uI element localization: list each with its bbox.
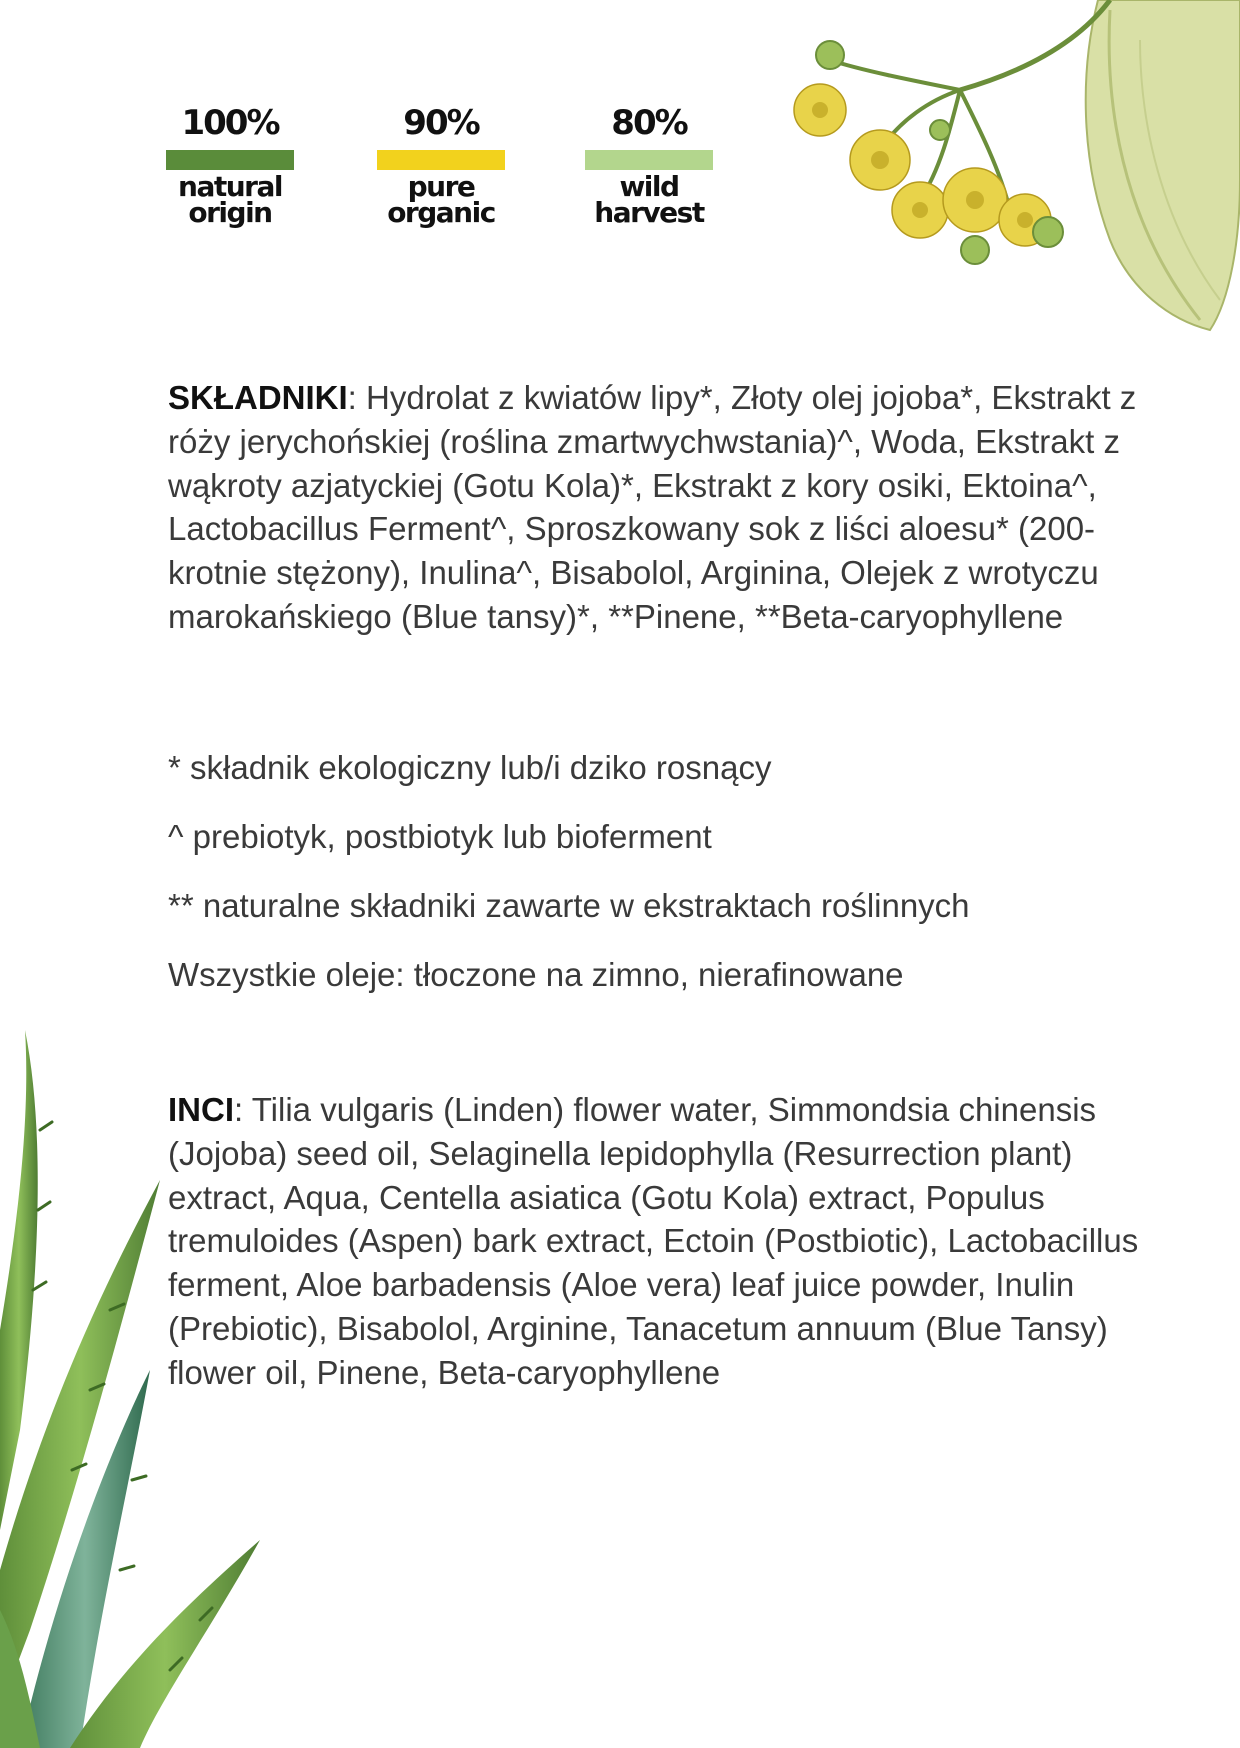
inci-heading: INCI [168,1091,234,1128]
note-natural-components: ** naturalne składniki zawarte w ekstraktach roślinnych [168,887,970,924]
ingredients-section [168,376,1168,639]
badge-label-line1: pure [407,170,475,203]
ingredients-paragraph [168,376,1168,639]
badge-color-bar [585,150,713,170]
badge-wild-harvest [585,103,713,229]
badge-label-line2: origin [188,196,272,229]
note-ecological: * składnik ekologiczny lub/i dziko rosnący [168,749,772,786]
ingredients-heading: SKŁADNIKI [168,379,348,416]
badge-label-line2: organic [387,196,495,229]
badge-color-bar [166,150,294,170]
badge-label [377,170,505,229]
badge-color-bar [377,150,505,170]
inci-section [168,1088,1168,1395]
ingredient-notes [168,746,1168,1022]
inci-paragraph [168,1088,1168,1395]
badge-natural-origin [166,103,294,229]
badge-percent: 90% [403,103,479,143]
badge-pure-organic [377,103,505,229]
linden-flower-illustration [780,0,1240,340]
badge-label-line1: wild [619,170,679,203]
note-prebiotic: ^ prebiotyk, postbiotyk lub bioferment [168,818,712,855]
ingredients-text: : Hydrolat z kwiatów lipy*, Złoty olej jojoba*, Ekstrakt z róży jerychońskiej (roślina zmartwychwstania)^, Woda, Ekstrakt z wąkroty azjatyckiej (Gotu Kola)*, Ekstrakt z kory osiki, Ektoina^, Lactobacillus Ferment^, Sproszkowany sok z liści aloesu* (200-krotnie stężony), Inulina^, Bisabolol, Arginina, Olejek z wrotyczu marokańskiego (Blue tansy)*, **Pinene, **Beta-caryophyllene [168,379,1137,635]
inci-text: : Tilia vulgaris (Linden) flower water, Simmondsia chinensis (Jojoba) seed oil, Selaginella lepidophylla (Resurrection plant) extract, Aqua, Centella asiatica (Gotu Kola) extract, Populus tremuloides (Aspen) bark extract, Ectoin (Postbiotic), Lactobacillus ferment, Aloe barbadensis (Aloe vera) leaf juice powder, Inulin (Prebiotic), Bisabolol, Arginine, Tanacetum annuum (Blue Tansy) flower oil, Pinene, Beta-caryophyllene [168,1091,1139,1391]
note-oils: Wszystkie oleje: tłoczone na zimno, nierafinowane [168,956,904,993]
badge-label [166,170,294,229]
badge-percent: 80% [611,103,687,143]
badge-label-line2: harvest [594,196,704,229]
badge-label-line1: natural [178,170,282,203]
badge-label [585,170,713,229]
certification-badges [166,104,726,244]
aloe-vera-illustration [0,1010,290,1748]
badge-percent: 100% [181,103,279,143]
